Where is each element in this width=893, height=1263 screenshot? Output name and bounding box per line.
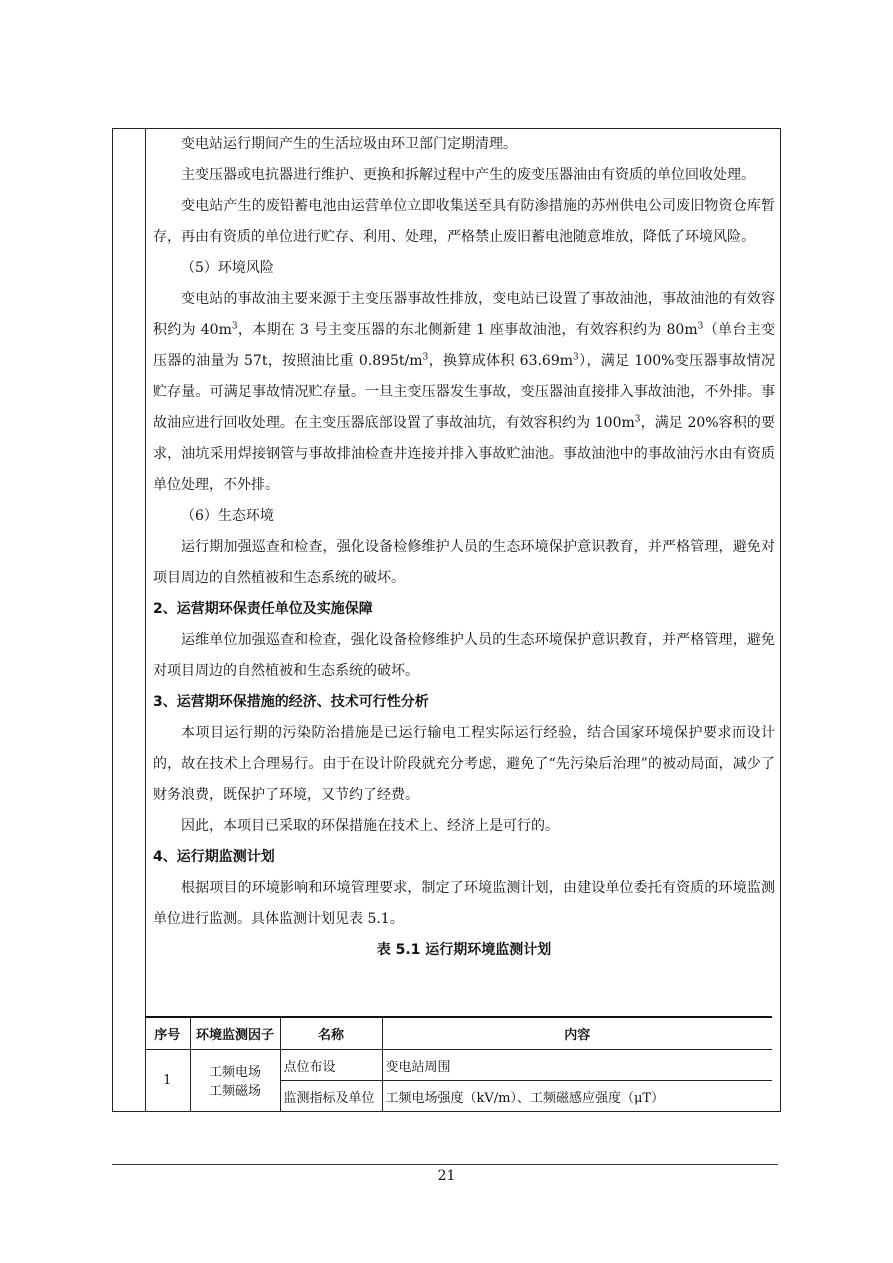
paragraph: 运维单位加强巡查和检查，强化设备检修维护人员的生态环境保护意识教育，并严格管理，避免对项目周边的自然植被和生态系统的破坏。	[153, 632, 775, 679]
footer-divider	[112, 1164, 778, 1165]
body-content	[153, 129, 775, 966]
paragraph: 根据项目的环境影响和环境管理要求，制定了环境监测计划，由建设单位委托有资质的环境监测单位进行监测。具体监测计划见表 5.1。	[153, 880, 775, 927]
paragraph: 变电站产生的废铅蓄电池由运营单位立即收集送至具有防渗措施的苏州供电公司废旧物资仓库暂存，再由有资质的单位进行贮存、利用、处理，严格禁止废旧蓄电池随意堆放，降低了环境风险。	[153, 198, 775, 245]
subsection-title: （6）生态环境	[181, 508, 274, 524]
monitoring-factor	[190, 1050, 280, 1112]
factor-line: 工频磁场	[208, 1084, 261, 1100]
text-run: （单台主变压器的油量为 57t，按照油比重 0.895t/m	[153, 322, 776, 369]
factor-line: 工频电场	[208, 1065, 261, 1081]
content-frame	[112, 128, 781, 1112]
text-run: ，满足 20%容积的要求，油坑采用焊接钢管与事故排油检查井连接并排入事故贮油池。事故油池中的事故油污水由有资质单位处理，不外排。	[153, 415, 775, 493]
table-caption: 表 5.1 运行期环境监测计划	[376, 942, 552, 958]
text-run: 变电站的事故油主要来源于主变压器事故性排放，变电站已设置了事故油池，事故油池的有效容积约为 40m	[153, 291, 775, 338]
text-run: ，换算成体积 63.69m	[428, 353, 574, 369]
text-run: ），满足 100%变压器事故情况贮存量。可满足事故情况贮存量。一旦主变压器发生事故，变压器油直接排入事故油池，不外排。事故油应进行回收处理。在主变压器底部设置了事故油坑，有效容积约为 100m	[153, 353, 776, 431]
table-header-row	[145, 1017, 772, 1050]
text-run: ，本期在 3 号主变压器的东北侧新建 1 座事故油池，有效容积约为 80m	[237, 322, 698, 338]
paragraph: 变电站运行期间产生的生活垃圾由环卫部门定期清理。	[181, 136, 517, 152]
subsection-title: （5）环境风险	[181, 260, 274, 276]
header-cell: 名称	[280, 1017, 382, 1050]
page-number: 21	[437, 1168, 456, 1184]
section-heading: 2、运营期环保责任单位及实施保障	[153, 601, 373, 617]
superscript: 3	[697, 321, 704, 332]
paragraph: 因此，本项目已采取的环保措施在技术上、经济上是可行的。	[181, 818, 559, 834]
paragraph-accident-oil	[153, 284, 775, 501]
superscript: 3	[573, 352, 579, 363]
left-column	[113, 129, 146, 1111]
monitoring-plan-table	[145, 1016, 772, 1112]
row-number: 1	[145, 1050, 190, 1112]
item-content: 变电站周围	[382, 1050, 772, 1081]
item-content: 工频电场强度（kV/m）、工频磁感应强度（μT）	[382, 1081, 772, 1112]
paragraph: 本项目运行期的污染防治措施是已运行输电工程实际运行经验，结合国家环境保护要求而设计的，故在技术上合理易行。由于在设计阶段就充分考虑，避免了“先污染后治理”的被动局面，减少了财务浪费，既保护了环境，又节约了经费。	[153, 725, 775, 803]
table-row	[145, 1050, 772, 1081]
paragraph: 主变压器或电抗器进行维护、更换和拆解过程中产生的废变压器油由有资质的单位回收处理。	[181, 167, 755, 183]
item-name: 点位布设	[280, 1050, 382, 1081]
header-cell: 序号	[145, 1017, 190, 1050]
section-heading: 4、运行期监测计划	[153, 849, 275, 865]
section-heading: 3、运营期环保措施的经济、技术可行性分析	[153, 694, 429, 710]
item-name: 监测指标及单位	[280, 1081, 382, 1112]
header-cell: 内容	[382, 1017, 772, 1050]
superscript: 3	[231, 321, 238, 332]
superscript: 3	[634, 414, 641, 425]
superscript: 3	[422, 352, 429, 363]
paragraph: 运行期加强巡查和检查，强化设备检修维护人员的生态环境保护意识教育，并严格管理，避免对项目周边的自然植被和生态系统的破坏。	[153, 539, 775, 586]
header-cell: 环境监测因子	[190, 1017, 280, 1050]
